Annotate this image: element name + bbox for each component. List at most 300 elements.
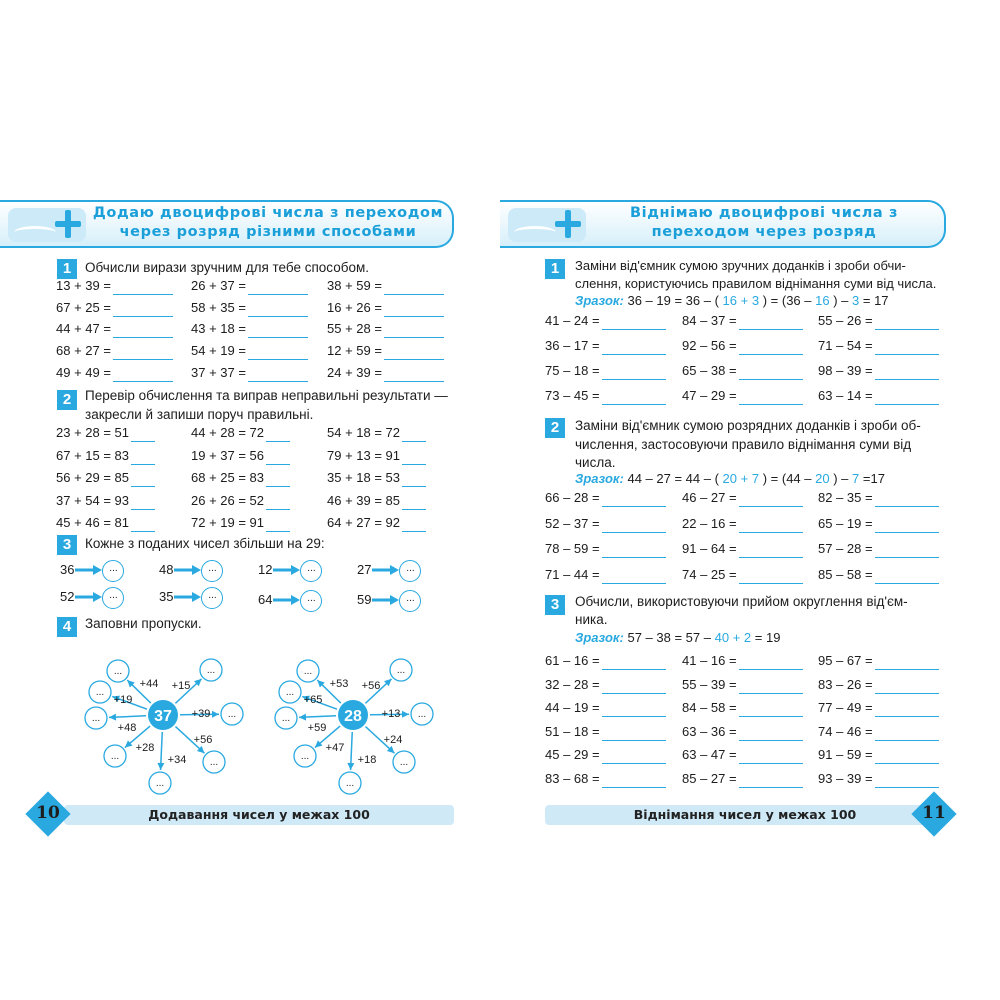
expression-text: 12 + 59 = [327,343,382,359]
answer-line[interactable] [875,679,939,694]
expression-row [191,342,308,360]
expression-row [327,514,426,532]
expression-row [56,492,155,510]
answer-placeholder: ... [285,687,295,698]
expression-text: 45 + 46 = 81 [56,515,130,530]
task-text: числення, застосовуючи правило віднімання суми від [575,437,912,452]
expression-text: 49 + 49 = [56,364,111,380]
answer-line[interactable] [248,345,308,360]
answer-circle[interactable]: ... [102,587,124,609]
answer-line[interactable] [384,323,444,338]
sample-part: 2 [743,630,752,645]
expression-text: 54 + 19 = [191,343,246,359]
expression-text: 68 + 25 = 83 [191,470,265,485]
spoke-label: +13 [381,708,401,720]
expression-row [818,387,939,405]
answer-line[interactable] [602,726,666,741]
task-text: Перевір обчислення та виправ неправильні результати — [85,388,448,403]
sample-part: 16 [722,293,738,308]
arrow-right-icon [74,559,102,583]
spoke-label: +15 [171,680,191,692]
task-text: Заміни від'ємник сумою зручних доданків і зроби обчи- [575,258,906,273]
expression-text: 63 – 47 = [682,747,737,763]
expression-row [682,566,803,584]
answer-line[interactable] [602,365,666,380]
expression-text: 67 + 25 = [56,299,111,315]
expression-text: 45 – 29 = [545,747,600,763]
answer-line[interactable] [402,472,426,487]
expression-row [327,424,426,442]
sample [575,630,780,645]
increment-item [159,558,223,582]
answer-line[interactable] [602,773,666,788]
answer-line[interactable] [602,390,666,405]
expression-row [56,320,173,338]
expression-text: 38 + 59 = [327,278,382,293]
answer-line[interactable] [266,517,290,532]
answer-line[interactable] [113,367,173,382]
task-text: Обчисли вирази зручним для тебе способом. [85,260,369,275]
answer-line[interactable] [739,655,803,670]
expression-row [545,515,666,533]
expression-text: 44 – 19 = [545,700,600,716]
answer-line[interactable] [739,569,803,584]
answer-placeholder: ... [206,665,216,676]
expression-text: 55 – 39 = [682,676,737,692]
expression-text: 77 – 49 = [818,700,873,716]
answer-placeholder: ... [345,778,355,789]
expression-row [682,362,803,380]
task-number: 1 [57,259,77,279]
answer-placeholder: ... [399,757,409,768]
expression-text: 93 – 39 = [818,771,873,786]
expression-text: 78 – 59 = [545,541,600,556]
answer-placeholder: ... [303,666,313,677]
answer-line[interactable] [875,655,939,670]
expression-row [818,723,939,741]
expression-text: 26 + 37 = [191,278,246,293]
expression-text: 91 – 64 = [682,541,737,556]
sample-part: 7 [751,471,760,486]
answer-placeholder: ... [417,709,427,720]
expression-text: 47 – 29 = [682,388,737,403]
expression-text: 63 – 36 = [682,723,737,739]
expression-text: 71 – 54 = [818,338,873,353]
answer-line[interactable] [266,495,290,510]
right-footer: Віднімання чисел у межах 100 [545,805,945,825]
answer-line[interactable] [875,340,939,355]
answer-line[interactable] [602,655,666,670]
increment-item [258,558,322,582]
expression-row [545,770,666,788]
sample-part: + [732,630,741,645]
sample [575,471,885,486]
expression-row [56,469,155,487]
expression-text: 85 – 27 = [682,771,737,786]
arrow-right-icon [371,589,399,613]
expression-row [327,469,426,487]
spoke-label: +44 [139,678,159,690]
spoke-label: +24 [383,734,403,746]
task-text: Обчисли, використовуючи прийом округлення від'єм- [575,594,908,609]
expression-row [818,699,939,717]
arrowhead-icon [402,711,409,718]
sample-part: 3 [852,293,860,308]
expression-text: 83 – 68 = [545,771,600,786]
answer-line[interactable] [384,280,444,295]
plus-logo-icon [8,208,86,242]
answer-line[interactable] [875,569,939,584]
answer-line[interactable] [384,367,444,382]
item-number: 12 [258,562,273,577]
spoke-label: +47 [325,742,345,754]
expression-text: 65 – 19 = [818,515,873,531]
item-number: 59 [357,592,372,607]
answer-line[interactable] [266,427,290,442]
item-number: 52 [60,589,75,604]
expression-row [191,492,290,510]
answer-line[interactable] [248,280,308,295]
expression-text: 24 + 39 = [327,364,382,380]
task-text: Заміни від'ємник сумою розрядних доданків і зроби об- [575,418,921,433]
answer-circle[interactable]: ... [399,590,421,612]
sample-label: Зразок: [575,630,624,645]
sample-part: = 17 [862,293,889,308]
item-number: 35 [159,589,174,604]
answer-line[interactable] [875,543,939,558]
expression-row [682,312,803,330]
answer-line[interactable] [402,495,426,510]
item-number: 36 [60,562,75,577]
expression-text: 51 – 18 = [545,723,600,739]
answer-line[interactable] [131,517,155,532]
expression-row [545,387,666,405]
answer-line[interactable] [602,569,666,584]
spoke-label: +39 [191,708,211,720]
task-number: 1 [545,259,565,279]
answer-placeholder: ... [281,713,291,724]
answer-line[interactable] [875,492,939,507]
answer-line[interactable] [875,365,939,380]
arrowhead-icon [157,763,164,770]
expression-text: 52 – 37 = [545,515,600,531]
expression-text: 46 – 27 = [682,490,737,505]
right-page [500,0,1000,1000]
item-number: 48 [159,562,174,577]
expression-row [818,489,939,507]
sample-part: ) = (44 – [762,471,812,486]
arrowhead-icon [299,714,306,721]
answer-line[interactable] [739,365,803,380]
answer-line[interactable] [739,726,803,741]
answer-line[interactable] [602,543,666,558]
answer-circle[interactable]: ... [102,560,124,582]
increment-item [60,558,124,582]
answer-line[interactable] [739,773,803,788]
expression-row [327,364,444,382]
spoke-label: +19 [113,694,133,706]
expression-row [327,492,426,510]
answer-line[interactable] [131,427,155,442]
expression-row [682,699,803,717]
plus-logo-icon [508,208,586,242]
answer-line[interactable] [739,518,803,533]
task-number: 3 [545,595,565,615]
expression-text: 44 + 28 = 72 [191,425,265,440]
expression-row [818,540,939,558]
answer-circle[interactable]: ... [201,587,223,609]
expression-text: 92 – 56 = [682,338,737,353]
expression-text: 36 – 17 = [545,338,600,353]
expression-row [545,489,666,507]
answer-line[interactable] [602,749,666,764]
answer-line[interactable] [113,302,173,317]
expression-text: 58 + 35 = [191,299,246,315]
expression-row [682,540,803,558]
expression-row [191,277,308,295]
answer-line[interactable] [875,518,939,533]
expression-row [818,515,939,533]
answer-line[interactable] [402,427,426,442]
answer-line[interactable] [739,749,803,764]
sample-part: = 19 [754,630,781,645]
answer-line[interactable] [248,367,308,382]
answer-line[interactable] [131,495,155,510]
expression-row [682,337,803,355]
arrow-right-icon [173,586,201,610]
expression-text: 98 – 39 = [818,363,873,378]
expression-row [545,746,666,764]
right-header [500,200,946,248]
page-number: 10 [36,803,60,823]
sample-part: ) – [833,293,849,308]
expression-row [191,514,290,532]
expression-text: 95 – 67 = [818,653,873,668]
sample-part: 57 – 38 = 57 – [627,630,711,645]
expression-text: 65 – 38 = [682,363,737,378]
task-text: закресли й запиши поруч правильні. [85,407,314,422]
expression-row [56,299,173,317]
expression-text: 56 + 29 = 85 [56,470,130,485]
expression-text: 68 + 27 = [56,343,111,359]
answer-circle[interactable]: ... [201,560,223,582]
left-header-title [90,204,446,242]
expression-row [682,676,803,694]
answer-line[interactable] [384,302,444,317]
expression-row [191,447,290,465]
answer-line[interactable] [602,702,666,717]
expression-row [56,424,155,442]
task-text: Заповни пропуски. [85,616,202,631]
expression-row [818,652,939,670]
expression-row [191,299,308,317]
task-number: 2 [57,390,77,410]
increment-item [357,558,421,582]
sample-part: 7 [852,471,860,486]
expression-row [682,387,803,405]
expression-row [191,424,290,442]
answer-placeholder: ... [227,709,237,720]
increment-item [60,585,124,609]
answer-line[interactable] [384,345,444,360]
expression-text: 61 – 16 = [545,653,600,668]
spoke-label: +18 [357,754,377,766]
expression-row [56,514,155,532]
answer-line[interactable] [875,726,939,741]
answer-line[interactable] [875,315,939,330]
left-header-line1: Додаю двоцифрові числа з переходом [92,205,444,221]
answer-line[interactable] [602,679,666,694]
expression-row [818,312,939,330]
expression-text: 37 + 54 = 93 [56,492,130,508]
arrow-right-icon [74,586,102,610]
expression-text: 44 + 47 = [56,321,111,337]
task-number: 4 [57,617,77,637]
expression-row [191,320,308,338]
sample-part: 16 [815,293,830,308]
expression-row [682,746,803,764]
expression-text: 79 + 13 = 91 [327,447,401,463]
expression-row [545,337,666,355]
task-text: ника. [575,612,608,627]
arrowhead-icon [347,763,354,770]
answer-line[interactable] [739,340,803,355]
expression-text: 22 – 16 = [682,515,737,531]
answer-line[interactable] [113,323,173,338]
expression-text: 73 – 45 = [545,388,600,403]
sample-part: ) = (36 – [762,293,812,308]
spoke-label: +59 [307,722,327,734]
expression-text: 57 – 28 = [818,541,873,556]
answer-line[interactable] [739,492,803,507]
answer-line[interactable] [739,315,803,330]
answer-line[interactable] [131,472,155,487]
arrow-right-icon [173,559,201,583]
expression-text: 72 + 19 = 91 [191,515,265,530]
answer-line[interactable] [266,450,290,465]
expression-text: 91 – 59 = [818,747,873,763]
answer-line[interactable] [739,543,803,558]
expression-row [818,337,939,355]
answer-line[interactable] [875,390,939,405]
answer-circle[interactable]: ... [399,560,421,582]
expression-row [818,676,939,694]
spoke-label: +56 [361,680,381,692]
expression-row [818,746,939,764]
answer-line[interactable] [113,345,173,360]
expression-row [682,515,803,533]
answer-line[interactable] [402,517,426,532]
spoke-label: +53 [329,678,349,690]
expression-row [545,676,666,694]
expression-text: 74 – 46 = [818,723,873,739]
answer-line[interactable] [739,390,803,405]
right-header-line1: Віднімаю двоцифрові числа з [630,205,898,221]
expression-text: 37 + 37 = [191,364,246,380]
answer-line[interactable] [875,702,939,717]
answer-line[interactable] [248,302,308,317]
sample-part: 36 – 19 = 36 – ( [627,293,719,308]
star-diagrams [0,640,500,800]
expression-text: 71 – 44 = [545,566,600,582]
expression-row [818,362,939,380]
expression-row [327,447,426,465]
answer-line[interactable] [266,472,290,487]
answer-line[interactable] [739,679,803,694]
expression-text: 67 + 15 = 83 [56,447,130,463]
answer-placeholder: ... [95,687,105,698]
expression-row [545,652,666,670]
expression-text: 41 – 24 = [545,313,600,328]
answer-placeholder: ... [155,778,165,789]
answer-circle[interactable]: ... [300,560,322,582]
expression-row [682,652,803,670]
task-text: числа. [575,455,616,470]
expression-row [682,770,803,788]
arrowhead-icon [109,714,116,721]
expression-row [545,540,666,558]
sample-part: + [740,471,749,486]
expression-row [327,342,444,360]
answer-line[interactable] [602,340,666,355]
answer-line[interactable] [739,702,803,717]
expression-text: 83 – 26 = [818,676,873,692]
answer-line[interactable] [602,315,666,330]
expression-text: 55 + 28 = [327,321,382,337]
answer-line[interactable] [402,450,426,465]
answer-circle[interactable]: ... [300,590,322,612]
expression-row [818,770,939,788]
expression-text: 63 – 14 = [818,388,873,403]
expression-row [56,277,173,295]
sample-part: =17 [862,471,885,486]
sample-part: 20 [722,471,738,486]
center-number: 37 [154,708,172,725]
answer-line[interactable] [875,749,939,764]
answer-line[interactable] [248,323,308,338]
page-number: 11 [922,803,946,823]
spoke-label: +28 [135,742,155,754]
task-number: 3 [57,535,77,555]
expression-row [327,277,444,295]
expression-row [545,723,666,741]
answer-line[interactable] [131,450,155,465]
expression-text: 75 – 18 = [545,363,600,378]
expression-text: 54 + 18 = 72 [327,425,401,440]
expression-row [682,489,803,507]
expression-text: 23 + 28 = 51 [56,425,130,440]
expression-text: 82 – 35 = [818,490,873,505]
expression-row [56,342,173,360]
expression-text: 66 – 28 = [545,490,600,505]
sample-part: 40 [714,630,730,645]
expression-text: 41 – 16 = [682,653,737,668]
expression-row [191,364,308,382]
expression-row [191,469,290,487]
expression-row [327,299,444,317]
answer-line[interactable] [602,492,666,507]
answer-line[interactable] [875,773,939,788]
right-header-title [590,204,938,242]
answer-line[interactable] [602,518,666,533]
expression-row [327,320,444,338]
expression-text: 43 + 18 = [191,321,246,337]
answer-placeholder: ... [91,713,101,724]
expression-row [56,364,173,382]
left-header-line2: через розряд різними способами [119,224,417,240]
answer-line[interactable] [113,280,173,295]
arrow-right-icon [371,559,399,583]
